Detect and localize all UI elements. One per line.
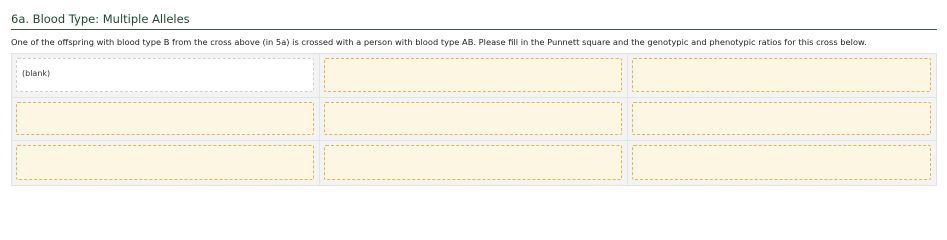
drop-zone-offspring-2-1[interactable]	[324, 145, 622, 180]
punnett-cell-r2-c3	[628, 98, 936, 141]
punnett-cell-r3-c1	[12, 141, 320, 185]
blank-corner-cell	[16, 58, 314, 92]
question-instructions: One of the offspring with blood type B from the cross above (in 5a) is crossed with a person with blood type AB. Please fill in the Punnett square and the genotypic and phenotypic ratios for this cross below.	[11, 37, 867, 47]
punnett-cell-r1-c3	[628, 54, 936, 98]
punnett-square	[11, 53, 937, 186]
punnett-cell-r2-c1	[12, 98, 320, 141]
punnett-cell-r1-c1	[12, 54, 320, 98]
drop-zone-header-col-1[interactable]	[324, 58, 622, 92]
drop-zone-offspring-1-1[interactable]	[324, 102, 622, 135]
punnett-cell-r3-c2	[320, 141, 628, 185]
drop-zone-header-row-1[interactable]	[16, 102, 314, 135]
drop-zone-header-col-2[interactable]	[632, 58, 931, 92]
section-title: 6a. Blood Type: Multiple Alleles	[11, 0, 937, 30]
drop-zone-header-row-2[interactable]	[16, 145, 314, 180]
drop-zone-offspring-1-2[interactable]	[632, 102, 931, 135]
blank-cell-label: (blank)	[22, 69, 51, 78]
drop-zone-offspring-2-2[interactable]	[632, 145, 931, 180]
punnett-cell-r1-c2	[320, 54, 628, 98]
punnett-cell-r3-c3	[628, 141, 936, 185]
punnett-cell-r2-c2	[320, 98, 628, 141]
question-section	[11, 0, 937, 78]
